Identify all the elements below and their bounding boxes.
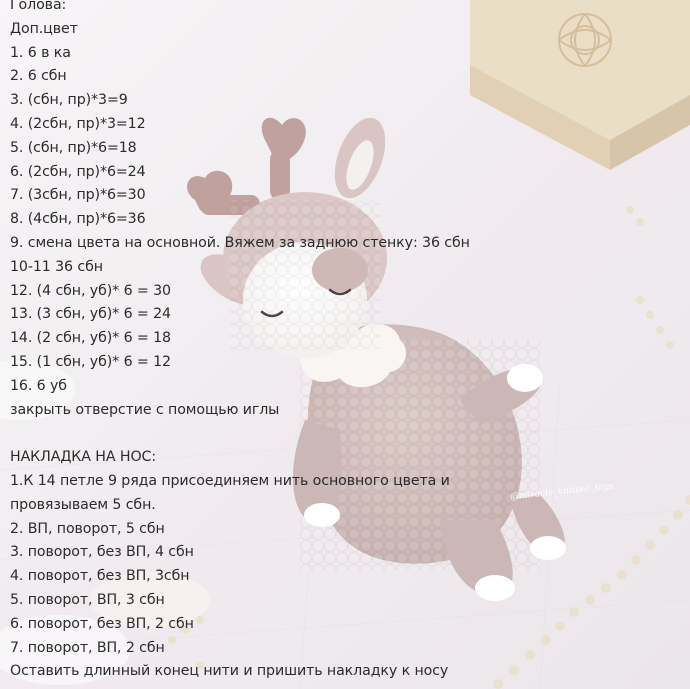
- nose-line: 2. ВП, поворот, 5 сбн: [10, 520, 165, 537]
- head-line: 1. 6 в ка: [10, 44, 71, 61]
- head-line: закрыть отверстие с помощью иглы: [10, 401, 280, 418]
- head-line: 4. (2сбн, пр)*3=12: [10, 115, 146, 132]
- head-line: 5. (сбн, пр)*6=18: [10, 139, 137, 156]
- nose-line: 3. поворот, без ВП, 4 сбн: [10, 544, 194, 561]
- nose-title: НАКЛАДКА НА НОС:: [10, 449, 156, 466]
- head-line: 7. (3сбн, пр)*6=30: [10, 187, 146, 204]
- spacer: [10, 422, 670, 446]
- pattern-text: [10, 0, 670, 684]
- nose-line: 4. поворот, без ВП, 3сбн: [10, 568, 190, 585]
- head-line: Голова:: [10, 0, 67, 13]
- head-line: 13. (3 сбн, уб)* 6 = 24: [10, 306, 171, 323]
- nose-line: 5. поворот, ВП, 3 сбн: [10, 591, 165, 608]
- nose-step-1: 1.К 14 петле 9 ряда присоединяем нить основного цвета и провязываем 5 сбн.: [10, 472, 450, 513]
- head-line: Доп.цвет: [10, 20, 78, 37]
- head-line: 9. смена цвета на основной. Вяжем за заднюю стенку: 36 сбн: [10, 234, 470, 251]
- head-line: 14. (2 сбн, уб)* 6 = 18: [10, 330, 171, 347]
- watermark: @miracle_knitted_toys: [509, 481, 614, 503]
- head-line: 10-11 36 сбн: [10, 258, 103, 275]
- nose-line: Оставить длинный конец нити и пришить накладку к носу: [10, 663, 449, 680]
- head-line: 16. 6 уб: [10, 377, 67, 394]
- nose-line: 7. поворот, ВП, 2 сбн: [10, 639, 165, 656]
- head-line: 8. (4сбн, пр)*6=36: [10, 211, 146, 228]
- head-line: 3. (сбн, пр)*3=9: [10, 92, 128, 109]
- head-line: 15. (1 сбн, уб)* 6 = 12: [10, 353, 171, 370]
- head-line: 6. (2сбн, пр)*6=24: [10, 163, 146, 180]
- head-line: 12. (4 сбн, уб)* 6 = 30: [10, 282, 171, 299]
- head-line: 2. 6 сбн: [10, 68, 67, 85]
- nose-line: 6. поворот, без ВП, 2 сбн: [10, 615, 194, 632]
